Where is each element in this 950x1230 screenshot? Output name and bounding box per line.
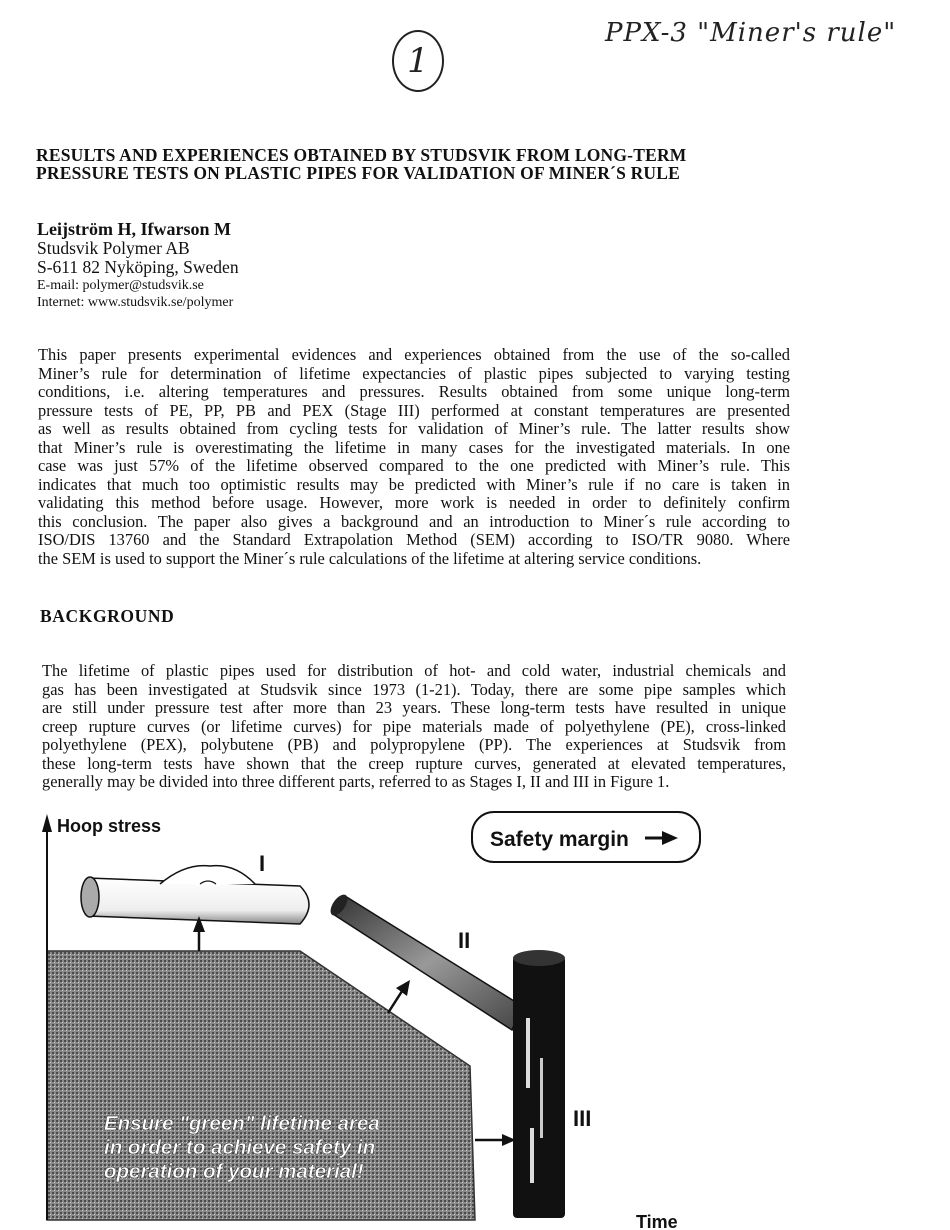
y-axis-arrowhead bbox=[42, 814, 52, 832]
background-line: generally may be divided into three different parts, referred to as Stages I, II and III in Figure 1. bbox=[42, 772, 670, 791]
paper-title bbox=[36, 146, 816, 182]
slogan-line-2: in order to achieve safety in bbox=[104, 1136, 376, 1159]
title-line-2: PRESSURE TESTS ON PLASTIC PIPES FOR VALIDATION OF MINER´S RULE bbox=[36, 163, 680, 183]
abstract-line: as well as results obtained from cycling tests for validation of Miner’s rule. The latter results show bbox=[38, 419, 790, 438]
figure-1 bbox=[0, 808, 950, 1230]
affiliation-org: Studsvik Polymer AB bbox=[37, 238, 190, 258]
stage-3-label: III bbox=[573, 1106, 592, 1131]
abstract-line: pressure tests of PE, PP, PB and PEX (Stage III) performed at constant temperatures are presented bbox=[38, 400, 790, 420]
background-line: The lifetime of plastic pipes used for distribution of hot- and cold water, industrial chemicals and bbox=[42, 661, 786, 680]
abstract-line: this conclusion. The paper also gives a background and an introduction to Miner´s rule according to bbox=[38, 511, 790, 531]
safety-margin-label: Safety margin bbox=[490, 828, 629, 851]
affiliation-email: E-mail: polymer@studsvik.se bbox=[37, 278, 204, 293]
abstract-line: the SEM is used to support the Miner´s rule calculations of the lifetime at altering service conditions. bbox=[38, 548, 702, 568]
affiliation-internet: Internet: www.studsvik.se/polymer bbox=[37, 295, 234, 310]
abstract-line: ISO/DIS 13760 and the Standard Extrapolation Method (SEM) according to ISO/TR 9080. Where bbox=[38, 530, 790, 549]
background-line: creep rupture curves (or lifetime curves) for pipe materials made of polyethylene (PE), cross-linked bbox=[42, 716, 786, 736]
section-heading-background: BACKGROUND bbox=[40, 606, 175, 626]
stage-1-pipe bbox=[81, 866, 309, 924]
stage-2-label: II bbox=[458, 928, 471, 953]
x-axis-label: Time bbox=[636, 1212, 678, 1230]
slogan-line-3: operation of your material! bbox=[104, 1160, 364, 1183]
abstract-line: indicates that much too optimistic results may be predicted with Miner’s rule if no care is taken in bbox=[38, 474, 790, 494]
abstract-line: conditions, i.e. altering temperatures and pressures. Results obtained from some unique long-term bbox=[38, 382, 790, 401]
title-line-1: RESULTS AND EXPERIENCES OBTAINED BY STUDSVIK FROM LONG-TERM bbox=[36, 145, 687, 165]
background-line: gas has been investigated at Studsvik since 1973 (1-21). Today, there are some pipe samples which bbox=[42, 679, 786, 699]
background-line: these long-term tests have shown that the creep rupture curves, generated at elevated temperatures, bbox=[42, 753, 786, 773]
background-line: polyethylene (PEX), polybutene (PB) and polypropylene (PP). The experiences at Studsvik from bbox=[42, 735, 786, 754]
authors: Leijström H, Ifwarson M bbox=[37, 219, 231, 239]
slogan-line-1: Ensure "green" lifetime area bbox=[104, 1112, 380, 1135]
handwritten-note: PPX-3 "Miner's rule" bbox=[605, 18, 897, 48]
abstract-line: Miner’s rule for determination of lifetime expectancies of plastic pipes subjected to varying testing bbox=[38, 363, 790, 383]
abstract bbox=[38, 346, 790, 568]
abstract-line: that Miner’s rule is overestimating the lifetime in many cases for the investigated materials. In one bbox=[38, 437, 790, 457]
abstract-line: This paper presents experimental evidences and experiences obtained from the use of the so-called bbox=[38, 345, 790, 364]
background-paragraph bbox=[42, 662, 786, 792]
stage-3-pipe bbox=[513, 950, 565, 1218]
page-number: 1 bbox=[392, 30, 444, 92]
abstract-line: validating this method before usage. However, more work is needed in order to definitely confirm bbox=[38, 493, 790, 512]
y-axis-label: Hoop stress bbox=[57, 816, 162, 836]
background-line: are still under pressure test after more than 23 years. These long-term tests have resulted in unique bbox=[42, 698, 786, 717]
stage-1-label: I bbox=[259, 851, 266, 876]
affiliation-address: S-611 82 Nyköping, Sweden bbox=[37, 257, 239, 277]
abstract-line: case was just 57% of the lifetime observed compared to the one predicted with Miner’s rule. This bbox=[38, 456, 790, 475]
